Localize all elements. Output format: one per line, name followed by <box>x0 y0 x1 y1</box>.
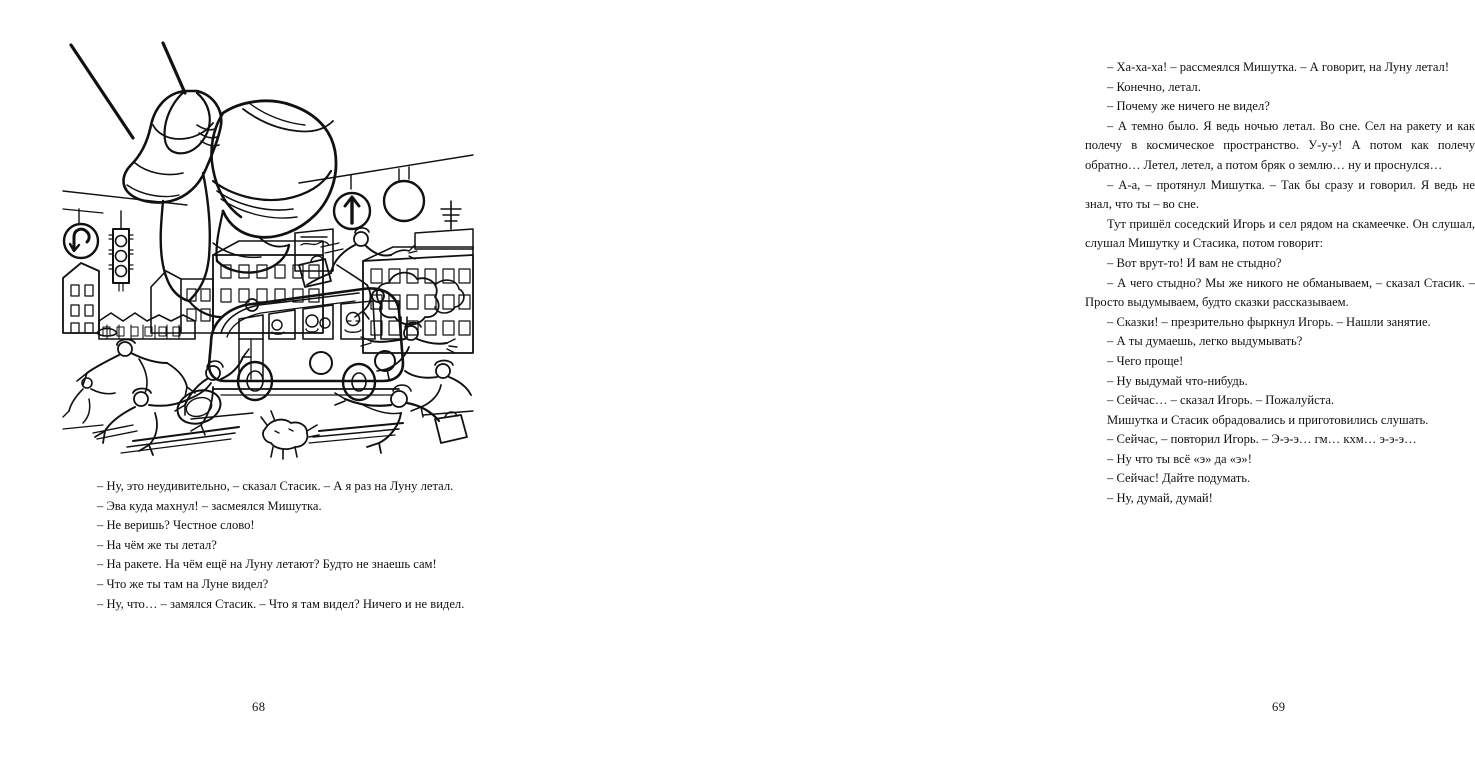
paragraph: – Вот врут-то! И вам не стыдно? <box>1107 255 1282 270</box>
paragraph: – Конечно, летал. <box>1107 79 1201 94</box>
paragraph: – А-а, – протянул Мишутка. – Так бы сразу и говорил. Я ведь не знал, что ты – во сне. <box>1085 177 1475 212</box>
paragraph: – Что же ты там на Луне видел? <box>97 576 269 591</box>
paragraph: – А чего стыдно? Мы же никого не обманываем, – сказал Стасик. – Просто выдумываем, будто сказки рассказываем. <box>1085 275 1475 310</box>
paragraph: Тут пришёл соседский Игорь и сел рядом на скамеечке. Он слушал, слушал Мишутку и Стасика, потом говорит: <box>1085 216 1475 251</box>
paragraph: – На чём же ты летал? <box>97 537 217 552</box>
left-page <box>0 0 512 768</box>
paragraph: – А ты думаешь, легко выдумывать? <box>1107 334 1303 349</box>
page-number-right: 69 <box>1272 700 1286 714</box>
page-number-left: 68 <box>252 700 266 714</box>
right-page <box>512 0 1475 768</box>
paragraph: – Эва куда махнул! – засмеялся Мишутка. <box>97 498 322 513</box>
paragraph: – Сейчас… – сказал Игорь. – Пожалуйста. <box>1107 393 1335 408</box>
paragraph: – На ракете. На чём ещё на Луну летают? Будто не знаешь сам! <box>97 557 437 572</box>
right-page-text <box>1085 58 1475 509</box>
paragraph: – Ну, думай, думай! <box>1107 491 1213 506</box>
paragraph: – Не веришь? Честное слово! <box>97 518 255 533</box>
paragraph: Мишутка и Стасик обрадовались и приготовились слушать. <box>1107 412 1429 427</box>
paragraph: – Ну что ты всё «э» да «э»! <box>1107 451 1252 466</box>
paragraph: – Сейчас, – повторил Игорь. – Э-э-э… гм… кхм… э-э-э… <box>1107 432 1417 447</box>
paragraph: – Ха-ха-ха! – рассмеялся Мишутка. – А говорит, на Луну летал! <box>1107 60 1450 74</box>
paragraph: – Сказки! – презрительно фыркнул Игорь. – Нашли занятие. <box>1107 314 1431 329</box>
paragraph: – А темно было. Я ведь ночью летал. Во сне. Сел на ракету и как полечу в космическое пространство. У-у-у! А потом как полечу обратно… Летел, летел, а потом бряк о землю… ну и проснулся… <box>1085 118 1475 172</box>
city-street-giant-shoes-illustration <box>63 33 473 458</box>
paragraph: – Ну выдумай что-нибудь. <box>1107 373 1248 388</box>
paragraph: – Сейчас! Дайте подумать. <box>1107 471 1251 486</box>
left-page-text <box>75 477 468 614</box>
paragraph: – Ну, что… – замялся Стасик. – Что я там видел? Ничего и не видел. <box>97 596 465 611</box>
paragraph: – Почему же ничего не видел? <box>1107 99 1270 114</box>
paragraph: – Ну, это неудивительно, – сказал Стасик. – А я раз на Луну летал. <box>97 479 454 493</box>
paragraph: – Чего проще! <box>1107 353 1184 368</box>
